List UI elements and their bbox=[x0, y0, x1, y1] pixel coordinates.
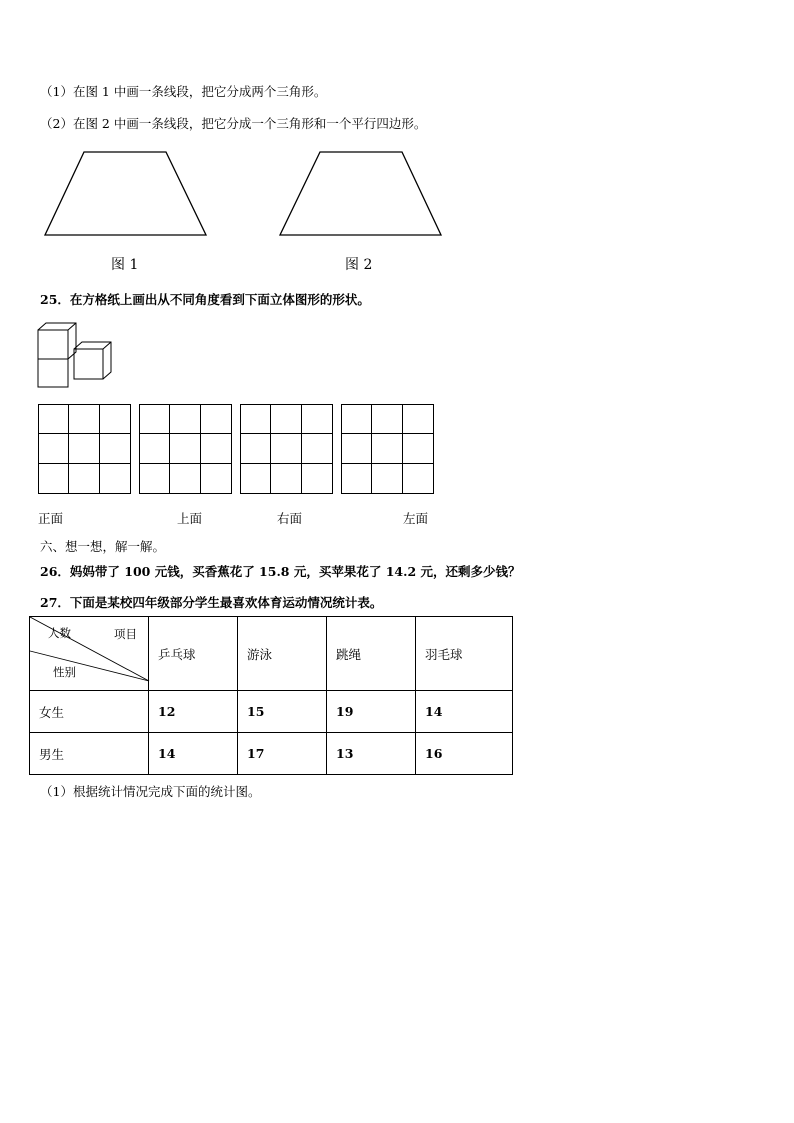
table-row bbox=[30, 691, 513, 733]
q26-text: 26．妈妈带了 100 元钱，买香蕉花了 15.8 元，买苹果花了 14.2 元，还剩多少钱？ bbox=[40, 564, 521, 579]
q24-part1-text: （1）在图 1 中画一条线段，把它分成两个三角形。 bbox=[40, 84, 327, 99]
q25-text: 25．在方格纸上画出从不同角度看到下面立体图形的形状。 bbox=[40, 292, 370, 307]
figure-1-caption: 图 1 bbox=[111, 257, 139, 273]
table-corner-cell bbox=[30, 617, 149, 691]
corner-label-count: 人数 bbox=[48, 626, 71, 640]
table-row bbox=[30, 733, 513, 775]
sports-stats-table bbox=[29, 616, 513, 775]
q27-part1-text: （1）根据统计情况完成下面的统计图。 bbox=[40, 784, 261, 799]
table-cell: 17 bbox=[238, 733, 327, 775]
column-header: 游泳 bbox=[238, 617, 327, 691]
table-cell: 14 bbox=[416, 691, 513, 733]
cube-solid-figure bbox=[0, 0, 794, 400]
front-view-grid[interactable] bbox=[38, 404, 131, 494]
view-label-left: 左面 bbox=[403, 511, 429, 526]
table-cell: 14 bbox=[149, 733, 238, 775]
row-label: 女生 bbox=[30, 691, 149, 733]
section-6-title: 六、想一想，解一解。 bbox=[40, 539, 166, 554]
column-header: 乒乓球 bbox=[149, 617, 238, 691]
view-label-right: 右面 bbox=[277, 511, 303, 526]
figure-2-caption: 图 2 bbox=[345, 257, 373, 273]
q27-text: 27．下面是某校四年级部分学生最喜欢体育运动情况统计表。 bbox=[40, 595, 383, 610]
table-cell: 19 bbox=[327, 691, 416, 733]
corner-label-item: 项目 bbox=[114, 627, 137, 641]
table-cell: 13 bbox=[327, 733, 416, 775]
right-view-grid[interactable] bbox=[240, 404, 333, 494]
column-header: 跳绳 bbox=[327, 617, 416, 691]
table-cell: 16 bbox=[416, 733, 513, 775]
table-cell: 12 bbox=[149, 691, 238, 733]
top-view-grid[interactable] bbox=[139, 404, 232, 494]
view-label-top: 上面 bbox=[177, 511, 203, 526]
row-label: 男生 bbox=[30, 733, 149, 775]
view-label-front: 正面 bbox=[38, 511, 64, 526]
table-cell: 15 bbox=[238, 691, 327, 733]
q24-part2-text: （2）在图 2 中画一条线段，把它分成一个三角形和一个平行四边形。 bbox=[40, 116, 427, 131]
corner-label-gender: 性别 bbox=[53, 665, 76, 679]
column-header: 羽毛球 bbox=[416, 617, 513, 691]
left-view-grid[interactable] bbox=[341, 404, 434, 494]
